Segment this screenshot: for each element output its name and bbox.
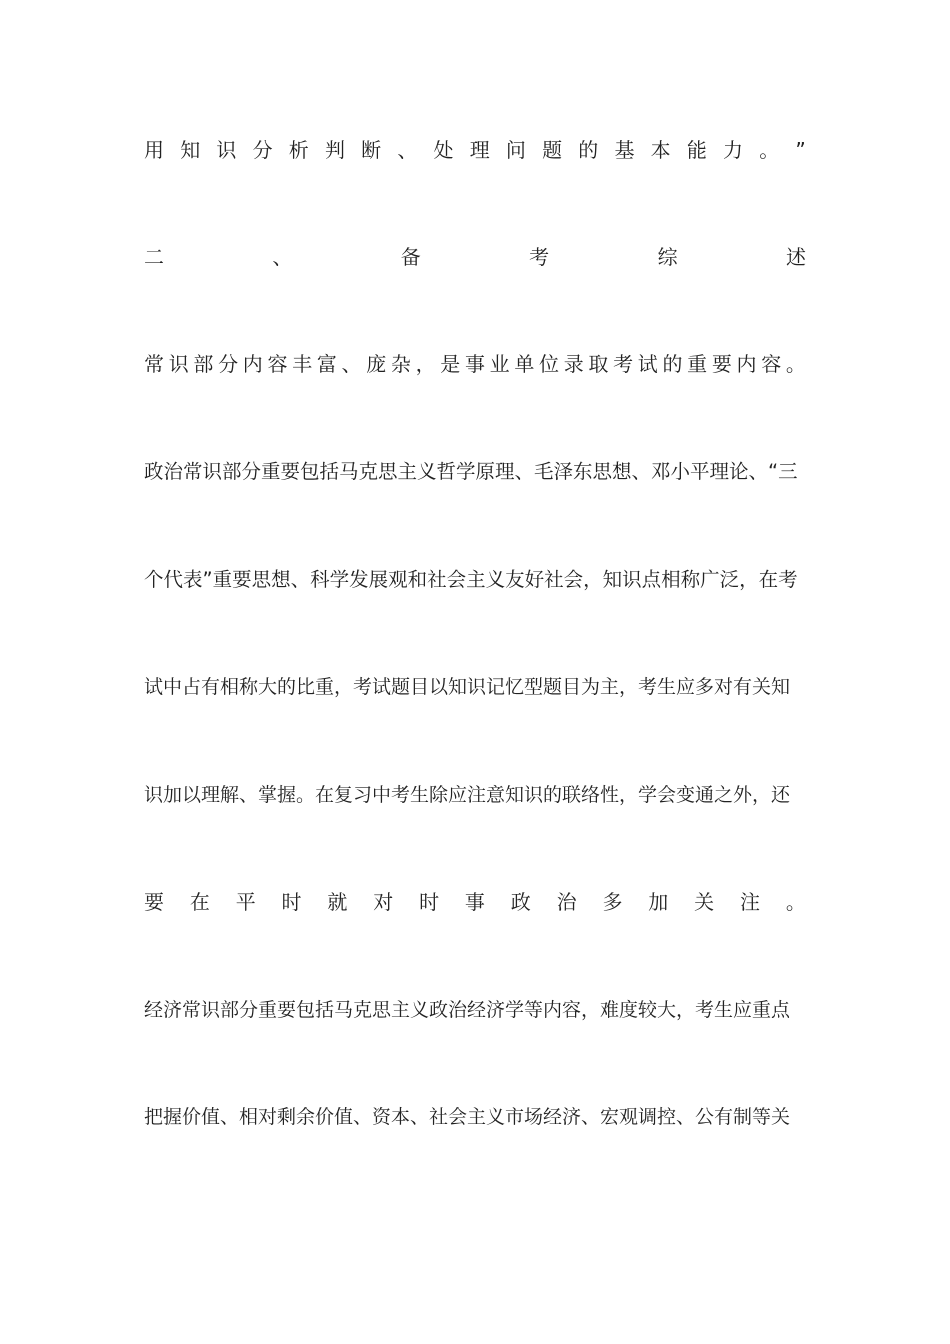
text-char: 平 [235, 890, 256, 914]
text-char: 要 [144, 890, 164, 914]
text-char: 注 [739, 890, 760, 914]
text-char: 本 [650, 138, 671, 162]
text-char: 加 [648, 890, 669, 914]
text-char: 力 [723, 138, 743, 162]
text-char: 考 [613, 352, 634, 376]
text-char: 。 [785, 890, 806, 914]
text-line-4: 政治常识部分重要包括马克思主义哲学原理、毛泽东思想、邓小平理论、“三 [144, 460, 798, 483]
text-char: 知 [180, 138, 201, 162]
text-char: 要 [711, 352, 732, 376]
text-char: 考 [529, 245, 550, 269]
text-char: 基 [614, 138, 635, 162]
text-char: 重 [687, 352, 708, 376]
text-char: 容 [761, 352, 782, 376]
text-line-8 [144, 888, 806, 916]
text-char: 试 [637, 352, 658, 376]
text-char: 位 [539, 352, 559, 376]
text-char: 断 [361, 138, 382, 162]
text-char: 。 [785, 352, 806, 376]
text-char: 容 [267, 352, 288, 376]
text-line-7: 识加以理解、掌握。在复习中考生除应注意知识的联络性，学会变通之外，还 [144, 784, 791, 806]
text-char: ” [795, 138, 806, 162]
text-char: 内 [736, 352, 757, 376]
text-char: 。 [759, 138, 780, 162]
text-char: 题 [542, 138, 563, 162]
text-char: 分 [218, 352, 239, 376]
text-char: 时 [281, 890, 302, 914]
text-line-9: 经济常识部分重要包括马克思主义政治经济学等内容，难度较大，考生应重点 [144, 999, 791, 1021]
text-line-5: 个代表”重要思想、科学发展观和社会主义友好社会，知识点相称广泛，在考 [144, 568, 798, 591]
text-char: 部 [193, 352, 214, 376]
text-char: 综 [657, 245, 678, 269]
text-char: 问 [505, 138, 526, 162]
text-char: 单 [514, 352, 535, 376]
text-char: 处 [433, 138, 454, 162]
text-char: 常 [144, 352, 164, 376]
text-char: 的 [578, 138, 599, 162]
text-char: 二 [144, 245, 164, 269]
text-line-6: 试中占有相称大的比重，考试题目以知识记忆型题目为主，考生应多对有关知 [144, 676, 791, 698]
text-char: 对 [373, 890, 394, 914]
text-char: 、 [397, 138, 418, 162]
text-char: 用 [144, 138, 164, 162]
text-line-10: 把握价值、相对剩余价值、资本、社会主义市场经济、宏观调控、公有制等关 [144, 1106, 791, 1128]
text-char: 治 [556, 890, 577, 914]
text-char: 事 [464, 352, 485, 376]
text-char: 取 [588, 352, 609, 376]
text-char: 备 [400, 245, 421, 269]
text-char: 能 [686, 138, 707, 162]
text-char: 录 [563, 352, 584, 376]
section-heading [144, 243, 806, 271]
text-char: 富 [316, 352, 337, 376]
text-char: 多 [602, 890, 623, 914]
text-char: ， [415, 352, 436, 376]
text-char: 析 [288, 138, 309, 162]
text-char: 庞 [366, 352, 387, 376]
text-char: 识 [168, 352, 189, 376]
text-char: 、 [341, 352, 362, 376]
text-char: 理 [469, 138, 490, 162]
text-char: 识 [216, 138, 237, 162]
text-char: 就 [327, 890, 348, 914]
text-char: 是 [440, 352, 461, 376]
text-char: 时 [419, 890, 440, 914]
text-char: 的 [662, 352, 683, 376]
text-line-1 [144, 136, 806, 164]
text-char: 内 [242, 352, 263, 376]
text-char: 关 [694, 890, 715, 914]
text-char: 业 [489, 352, 510, 376]
text-char: 在 [189, 890, 210, 914]
text-char: 、 [272, 245, 293, 269]
text-char: 政 [510, 890, 531, 914]
text-char: 丰 [292, 352, 313, 376]
text-char: 分 [252, 138, 273, 162]
text-char: 述 [785, 245, 806, 269]
text-char: 杂 [390, 352, 411, 376]
text-char: 事 [464, 890, 485, 914]
text-char: 判 [324, 138, 345, 162]
text-line-3 [144, 350, 806, 378]
